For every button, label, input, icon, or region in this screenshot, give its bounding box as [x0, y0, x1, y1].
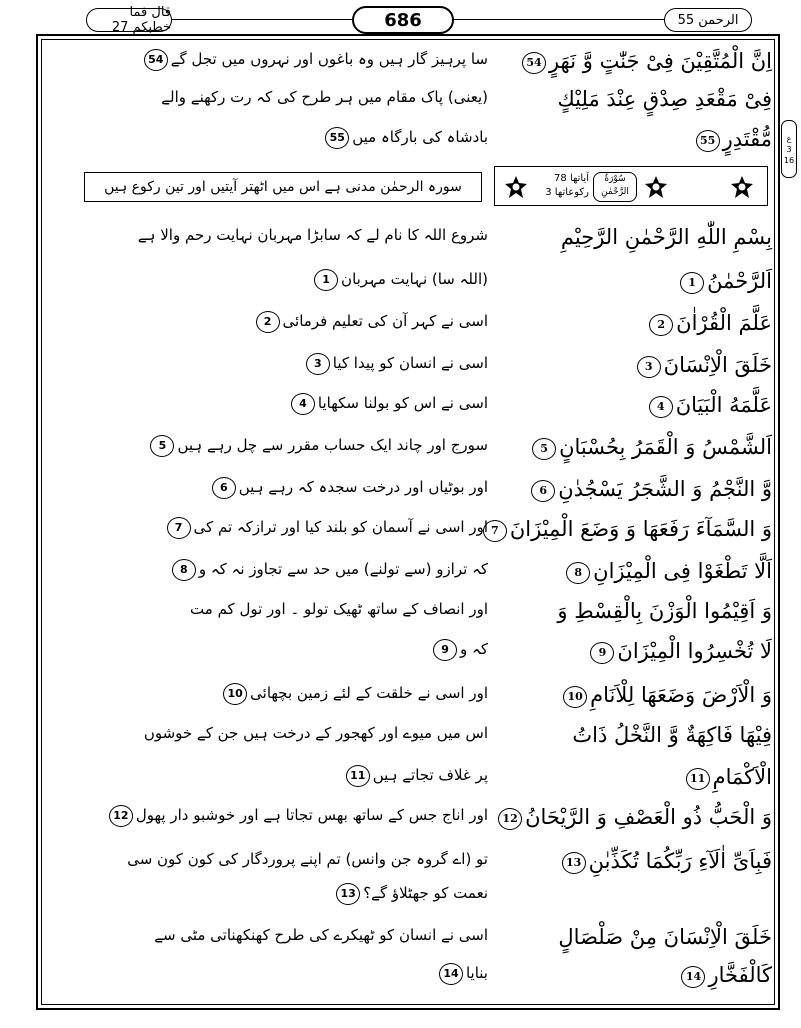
ayah-number-marker: 7 — [483, 520, 507, 542]
verse-row — [50, 390, 772, 424]
ayah-number-marker: 10 — [563, 686, 587, 708]
ayah-number-marker: 4 — [649, 396, 673, 418]
ayah-number-marker: 55 — [696, 130, 720, 152]
arabic-verse-text: وَّ النَّجْمُ وَ الشَّجَرُ یَسْجُدٰنِ — [558, 477, 772, 501]
verse-row — [50, 308, 772, 342]
ayah-number-marker: 8 — [566, 562, 590, 584]
urdu-translation — [52, 514, 488, 540]
ayah-number-marker: 14 — [681, 966, 705, 988]
urdu-translation — [52, 474, 488, 500]
urdu-translation — [52, 124, 488, 150]
header-rule-left — [170, 19, 352, 20]
arabic-verse-text: اَلَّا تَطْغَوْا فِی الْمِیْزَانِ — [593, 559, 772, 583]
verse-row — [50, 46, 772, 80]
urdu-translation-text: اسی نے انسان کو ٹھیکرے کی طرح کھنکھناتی مٹی سے — [154, 926, 488, 944]
arabic-verse — [502, 720, 772, 750]
arabic-verse — [502, 308, 772, 338]
ruku-marker — [781, 120, 797, 178]
juz-label: قال فما خطبكم 27 — [86, 8, 172, 32]
verse-row — [50, 846, 772, 880]
arabic-verse-text: لَا تُخْسِرُوا الْمِیْزَانَ — [617, 639, 772, 663]
ayah-number-marker: 54 — [144, 49, 168, 71]
urdu-translation — [52, 802, 488, 828]
verse-row — [50, 84, 772, 118]
arabic-verse-text: عَلَّمَهُ الْبَیَانَ — [675, 393, 772, 417]
ayah-number-marker: 11 — [346, 765, 370, 787]
urdu-translation — [52, 680, 488, 706]
surah-name-line: الرَّحْمٰنِ — [601, 187, 629, 197]
arabic-verse-text: خَلَقَ الْاِنْسَانَ — [663, 353, 772, 377]
verse-row — [50, 514, 772, 548]
ayah-number-marker: 10 — [223, 683, 247, 705]
urdu-translation-text: کہ و — [460, 640, 488, 658]
ruku-count: رکوعاتها 3 — [545, 187, 589, 198]
verse-row — [50, 802, 772, 836]
urdu-translation-text: اسی نے کہر آن کی تعلیم فرمائی — [282, 312, 488, 330]
arabic-verse-text: اَلرَّحْمٰنُ — [707, 269, 772, 293]
verse-row — [50, 636, 772, 670]
verse-row — [50, 720, 772, 754]
arabic-verse — [502, 124, 772, 154]
urdu-translation — [52, 880, 488, 906]
arabic-verse-text: وَ اَقِیْمُوا الْوَزْنَ بِالْقِسْطِ وَ — [557, 599, 772, 623]
ayah-number-marker: 12 — [498, 808, 522, 830]
arabic-verse-text: اَلشَّمْسُ وَ الْقَمَرُ بِحُسْبَانٍ — [559, 435, 772, 459]
urdu-translation-text: اور اناج جس کے ساتھ بھس تجاتا ہے اور خوشبو دار پھول — [135, 806, 488, 824]
ayah-number-marker: 13 — [562, 852, 586, 874]
arabic-verse-text: وَ السَّمَآءَ رَفَعَهَا وَ وَضَعَ الْمِیْزَانَ — [509, 517, 772, 541]
ayah-number-marker: 4 — [291, 393, 315, 415]
arabic-verse-text: كَالْفَخَّارِ — [708, 963, 772, 987]
arabic-verse-text: خَلَقَ الْاِنْسَانَ مِنْ صَلْصَالٍ — [558, 925, 772, 949]
urdu-translation-text: سا پرہیز گار ہیں وہ باغوں اور نہروں میں تجل گے — [170, 50, 488, 68]
arabic-verse — [502, 802, 772, 832]
urdu-translation — [52, 960, 488, 986]
arabic-verse — [502, 636, 772, 666]
urdu-translation — [52, 350, 488, 376]
arabic-verse — [502, 266, 772, 296]
arabic-verse — [502, 350, 772, 380]
ayat-count: آیاتها 78 — [554, 173, 589, 184]
ornament-star-icon — [645, 176, 667, 198]
ayah-number-marker: 14 — [439, 963, 463, 985]
urdu-translation — [52, 266, 488, 292]
ayah-number-marker: 3 — [306, 353, 330, 375]
arabic-verse — [502, 46, 772, 76]
urdu-translation-text: پر غلاف تجاتے ہیں — [372, 766, 488, 784]
ayah-number-marker: 5 — [150, 435, 174, 457]
ayah-number-marker: 8 — [172, 559, 196, 581]
urdu-translation-text: اور بوٹیاں اور درخت سجدہ کہ رہے ہیں — [238, 478, 488, 496]
arabic-verse-text: فِیْهَا فَاكِهَةٌ وَّ النَّخْلُ ذَاتُ — [572, 723, 772, 747]
urdu-translation — [52, 596, 488, 622]
verse-row — [50, 596, 772, 630]
ayah-number-marker: 2 — [256, 311, 280, 333]
urdu-translation-text: اس میں میوے اور کھجور کے درخت ہیں جن کے خوشوں — [143, 724, 488, 742]
urdu-translation — [52, 84, 488, 110]
ayah-number-marker: 2 — [649, 314, 673, 336]
ayah-number-marker: 3 — [637, 356, 661, 378]
arabic-verse-text: عَلَّمَ الْقُرْاٰنَ — [676, 311, 772, 335]
urdu-translation — [52, 432, 488, 458]
urdu-translation — [52, 762, 488, 788]
surah-intro-box: سورہ الرحمٰن مدنی ہے اس میں اٹھتر آیتیں اور تین رکوع ہیں — [84, 172, 482, 202]
urdu-translation-text: کہ ترازو (سے تولنے) میں حد سے تجاوز نہ کہ و — [198, 560, 488, 578]
arabic-verse — [502, 556, 772, 586]
urdu-translation — [52, 308, 488, 334]
arabic-verse-text: بِسْمِ اللّٰهِ الرَّحْمٰنِ الرَّحِیْمِ — [560, 225, 772, 249]
verse-row — [50, 922, 772, 956]
ayah-number-marker: 9 — [433, 639, 457, 661]
arabic-verse — [502, 84, 772, 114]
ayah-number-marker: 13 — [336, 883, 360, 905]
arabic-verse — [502, 960, 772, 990]
urdu-translation-text: (یعنی) پاک مقام میں ہر طرح کی کہ رت رکھنے والے — [161, 88, 488, 106]
ayah-number-marker: 7 — [167, 517, 191, 539]
verse-row — [50, 124, 772, 158]
ruku-marker-line: 3 — [786, 144, 792, 154]
ornament-star-icon — [731, 176, 753, 198]
urdu-translation — [52, 46, 488, 72]
ayah-number-marker: 6 — [212, 477, 236, 499]
arabic-verse — [502, 474, 772, 504]
surah-name-line: سُوْرَةُ — [604, 174, 626, 184]
urdu-translation — [52, 390, 488, 416]
urdu-translation-text: اور اسی نے آسمان کو بلند کیا اور ترازکہ تم کی — [193, 518, 488, 536]
arabic-verse-text: وَ الْاَرْضَ وَضَعَهَا لِلْاَنَامِ — [590, 683, 772, 707]
ayah-number-marker: 12 — [109, 805, 133, 827]
verse-row — [50, 556, 772, 590]
verse-row — [50, 880, 772, 914]
verse-row — [50, 680, 772, 714]
ornament-star-icon — [505, 176, 527, 198]
ayah-number-marker: 11 — [686, 768, 710, 790]
arabic-verse-text: فِیْ مَقْعَدِ صِدْقٍ عِنْدَ مَلِیْكٍ — [557, 87, 772, 111]
urdu-translation-text: سورج اور چاند ایک حساب مقرر سے چل رہے ہیں — [177, 436, 488, 454]
arabic-verse-text: اِنَّ الْمُتَّقِیْنَ فِیْ جَنّٰتٍ وَّ نَهَرٍ — [548, 49, 772, 73]
verse-row — [50, 474, 772, 508]
arabic-verse-text: وَ الْحَبُّ ذُو الْعَصْفِ وَ الرَّیْحَانُ — [525, 805, 772, 829]
urdu-translation — [52, 922, 488, 948]
ayah-number-marker: 54 — [522, 52, 546, 74]
ayah-number-marker: 55 — [325, 127, 349, 149]
surah-title-banner — [494, 166, 768, 206]
ayah-number-marker: 9 — [590, 642, 614, 664]
surah-name-box — [593, 172, 637, 202]
verse-row — [50, 762, 772, 796]
urdu-translation — [52, 636, 488, 662]
urdu-translation — [52, 556, 488, 582]
surah-info — [537, 172, 589, 200]
arabic-verse — [491, 514, 772, 544]
urdu-translation-text: اور انصاف کے ساتھ ٹھیک تولو ۔ اور تول کم مت — [190, 600, 488, 618]
surah-header-label: الرحمن 55 — [664, 8, 752, 32]
header-rule-right — [450, 19, 664, 20]
arabic-verse — [502, 846, 772, 876]
arabic-verse — [502, 596, 772, 626]
verse-row — [50, 350, 772, 384]
verse-row — [50, 432, 772, 466]
urdu-translation-text: شروع اللہ کا نام لے کہ سابڑا مہربان نہایت رحم والا ہے — [137, 226, 488, 244]
urdu-translation — [52, 846, 488, 872]
arabic-verse — [502, 922, 772, 952]
urdu-translation — [52, 720, 488, 746]
page-number: 686 — [352, 6, 454, 34]
urdu-translation-text: تو (اے گروہ جن وانس) تم اپنے پروردگار کی کون کون سی — [127, 850, 488, 868]
verse-row — [50, 266, 772, 300]
ruku-marker-line: 16 — [783, 155, 795, 165]
arabic-verse — [502, 390, 772, 420]
verse-row — [50, 960, 772, 994]
urdu-translation-text: اسی نے انسان کو پیدا کیا — [332, 354, 488, 372]
urdu-translation-text: بادشاہ کی بارگاہ میں — [352, 128, 488, 146]
ayah-number-marker: 1 — [314, 269, 338, 291]
arabic-verse-text: الْاَكْمَامِ — [712, 765, 772, 789]
urdu-translation-text: اور اسی نے خلقت کے لئے زمین بچھائی — [250, 684, 488, 702]
ayah-number-marker: 1 — [680, 272, 704, 294]
urdu-translation-text: اسی نے اس کو بولنا سکھایا — [317, 394, 488, 412]
ruku-marker-line: ع — [786, 133, 792, 143]
urdu-translation-text: بنایا — [465, 964, 488, 982]
arabic-verse — [502, 762, 772, 792]
urdu-translation — [52, 222, 488, 248]
verse-row — [50, 222, 772, 256]
urdu-translation-text: (اللہ سا) نہایت مہربان — [341, 270, 488, 288]
arabic-verse-text: مُّقْتَدِرٍ — [722, 127, 772, 151]
arabic-verse — [502, 222, 772, 252]
arabic-verse — [502, 432, 772, 462]
arabic-verse — [502, 680, 772, 710]
arabic-verse-text: فَبِاَیِّ اٰلَآءِ رَبِّكُمَا تُكَذِّبٰنِ — [588, 849, 772, 873]
ayah-number-marker: 5 — [532, 438, 556, 460]
ayah-number-marker: 6 — [531, 480, 555, 502]
urdu-translation-text: نعمت کو جھٹلاؤ گے؟ — [363, 884, 488, 902]
